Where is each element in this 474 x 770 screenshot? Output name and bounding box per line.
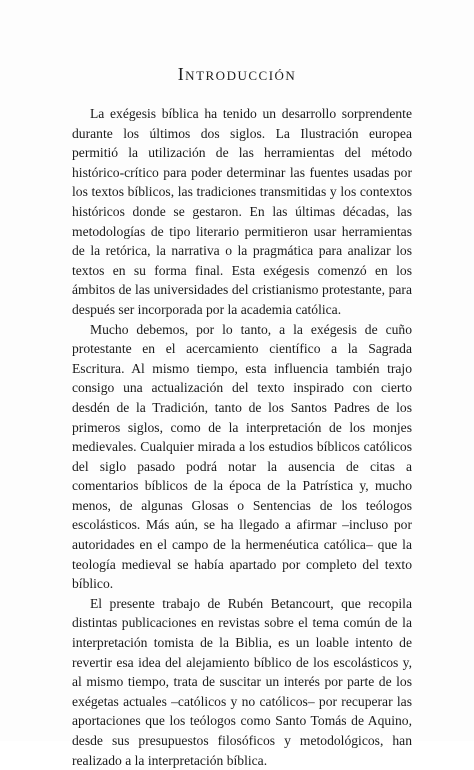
- paragraph: El presente trabajo de Rubén Betancourt, que recopila distintas publicaciones en revistas sobre el tema común de la interpretación tomista de la Biblia, es un loable intento de revertir esa idea del alejamiento bíblico de los escolásticos y, al mismo tiempo, trata de suscitar un interés por parte de los exégetas actuales –católicos y no católicos– por recuperar las aportaciones que los teólogos como Santo Tomás de Aquino, desde sus presupuestos filosóficos y metodológicos, han realizado a la interpretación bíblica.: [72, 595, 412, 768]
- chapter-title: Introducción: [177, 64, 297, 84]
- paragraph: Mucho debemos, por lo tanto, a la exégesis de cuño protestante en el acercamiento científico a la Sagrada Escritura. Al mismo tiempo, esta influencia también trajo consigo una actualización del texto inspirado con cierto desdén de la Tradición, tanto de los Santos Padres de los primeros siglos, como de la interpretación de los monjes medievales. Cualquier mirada a los estudios bíblicos católicos del siglo pasado podrá notar la ausencia de citas a comentarios bíblicos de la época de la Patrística y, mucho menos, de algunas Glosas o Sentencias de los teólogos escolásticos. Más aún, se ha llegado a afirmar –incluso por autoridades en el campo de la hermenéutica católica– que la teología medieval se había apartado por completo del texto bíblico.: [72, 321, 412, 592]
- paragraph: La exégesis bíblica ha tenido un desarrollo sorprendente durante los últimos dos siglos. La Ilustración europea permitió la utilización de las herramientas del método histórico-crítico para poder determinar las fuentes usadas por los textos bíblicos, las tradiciones transmitidas y los contextos históricos donde se gestaron. En las últimas décadas, las metodologías de tipo literario permitieron usar herramientas de la retórica, la narrativa o la pragmática para analizar los textos en su forma final. Esta exégesis comenzó en los ámbitos de las universidades del cristianismo protestante, para después ser incorporada por la academia católica.: [72, 106, 412, 317]
- body-text: [72, 104, 412, 770]
